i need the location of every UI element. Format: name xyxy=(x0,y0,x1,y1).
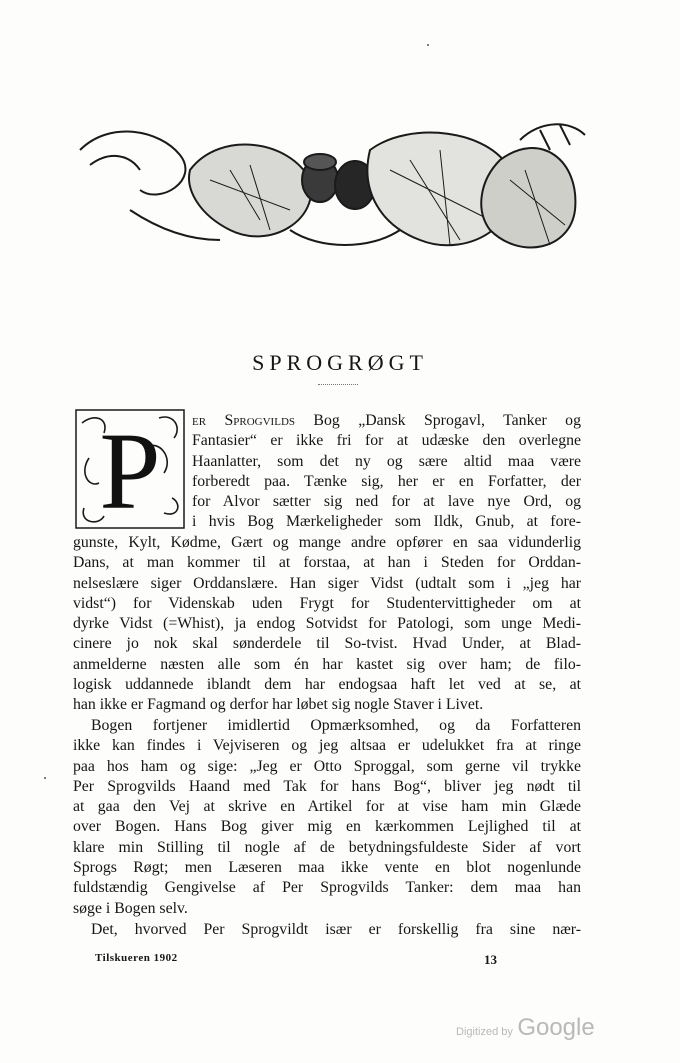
text-line: klare min Stilling til nogle af de betydningsfuldeste Sider af vort xyxy=(73,838,581,856)
indented-line: Haanlatter, som det ny og sære altid maa være xyxy=(192,452,581,470)
digitized-watermark xyxy=(456,1014,595,1042)
opening-indented-lines xyxy=(73,411,581,533)
text-line: anmelderne næsten alle som én har kastet sig over ham; de filo- xyxy=(73,655,581,673)
scan-speck xyxy=(44,777,46,779)
indented-line: i hvis Bog Mærkeligheder som Ildk, Gnub, at fore- xyxy=(192,513,581,531)
text-line: han ikke er Fagmand og derfor har løbet sig nogle Staver i Livet. xyxy=(73,696,484,714)
text-line: Dans, at man kommer til at forstaa, at han i Steden for Orddan- xyxy=(73,554,581,572)
decorative-headpiece-image xyxy=(70,110,590,270)
paragraph-3 xyxy=(73,920,581,940)
text-line: Per Sprogvilds Haand med Tak for hans Bog“, bliver jeg nødt til xyxy=(73,777,581,795)
text-line: cinere jo nok skal sønderdele til So-tvist. Hvad Under, at Blad- xyxy=(73,635,581,653)
watermark-prefix: Digitized by xyxy=(456,1026,513,1038)
text-line: Sprogs Røgt; men Læseren maa ikke vente en blot nogenlunde xyxy=(73,859,581,877)
drop-cap-letter: P xyxy=(99,410,161,530)
text-line: nelseslære siger Orddanslære. Han siger Vidst (udtalt som i „jeg har xyxy=(73,574,581,592)
text-line: at gaa den Vej at skrive en Artikel for at vise ham min Glæde xyxy=(73,798,581,816)
leaf-ornament-icon xyxy=(70,110,590,270)
paragraph-2 xyxy=(73,716,581,919)
opening-line xyxy=(73,411,581,431)
watermark-brand: Google xyxy=(517,1014,595,1041)
paragraph-1 xyxy=(73,533,581,716)
text-line: søge i Bogen selv. xyxy=(73,899,188,917)
text-line: fuldstændig Gengivelse af Per Sprogvilds Tanker: dem maa han xyxy=(73,879,581,897)
text-line: over Bogen. Hans Bog giver mig en kærkommen Lejlighed til at xyxy=(73,818,581,836)
journal-footer: Tilskueren 1902 xyxy=(95,952,178,964)
text-line: paa hos ham og sige: „Jeg er Otto Sproggal, som gerne vil trykke xyxy=(73,757,581,775)
opening-smallcaps: er Sprogvilds xyxy=(192,412,295,429)
text-line: logisk uddannede iblandt dem har endogsaa haft let ved at se, at xyxy=(73,676,581,694)
text-line: vidst“) for Videnskab uden Frygt for Studentervittigheder om at xyxy=(73,594,581,612)
indented-line: Fantasier“ er ikke fri for at udæske den overlegne xyxy=(192,432,581,450)
page-number: 13 xyxy=(484,952,497,967)
text-line: Det, hvorved Per Sprogvildt især er forskellig fra sine nær- xyxy=(91,921,581,938)
text-line: dyrke Vidst (=Whist), ja endog Sotvidst for Patologi, som unge Medi- xyxy=(73,615,581,633)
text-line: ikke kan findes i Vejviseren og jeg altsaa er udelukket fra at ringe xyxy=(73,737,581,755)
title-underline-divider xyxy=(318,384,358,385)
scan-speck xyxy=(427,44,429,46)
text-line: gunste, Kylt, Kødme, Gært og mange andre opfører en saa vidunderlig xyxy=(73,534,581,551)
article-title: SPROGRØGT xyxy=(252,350,428,375)
opening-rest: Bog „Dansk Sprogavl, Tanker og xyxy=(295,412,581,429)
text-line: Bogen fortjener imidlertid Opmærksomhed, og da Forfatteren xyxy=(91,717,581,734)
indented-line: forberedt paa. Tænke sig, her er en Forfatter, der xyxy=(192,472,581,490)
indented-line: for Alvor sætter sig ned for at lave nye Ord, og xyxy=(192,493,581,511)
